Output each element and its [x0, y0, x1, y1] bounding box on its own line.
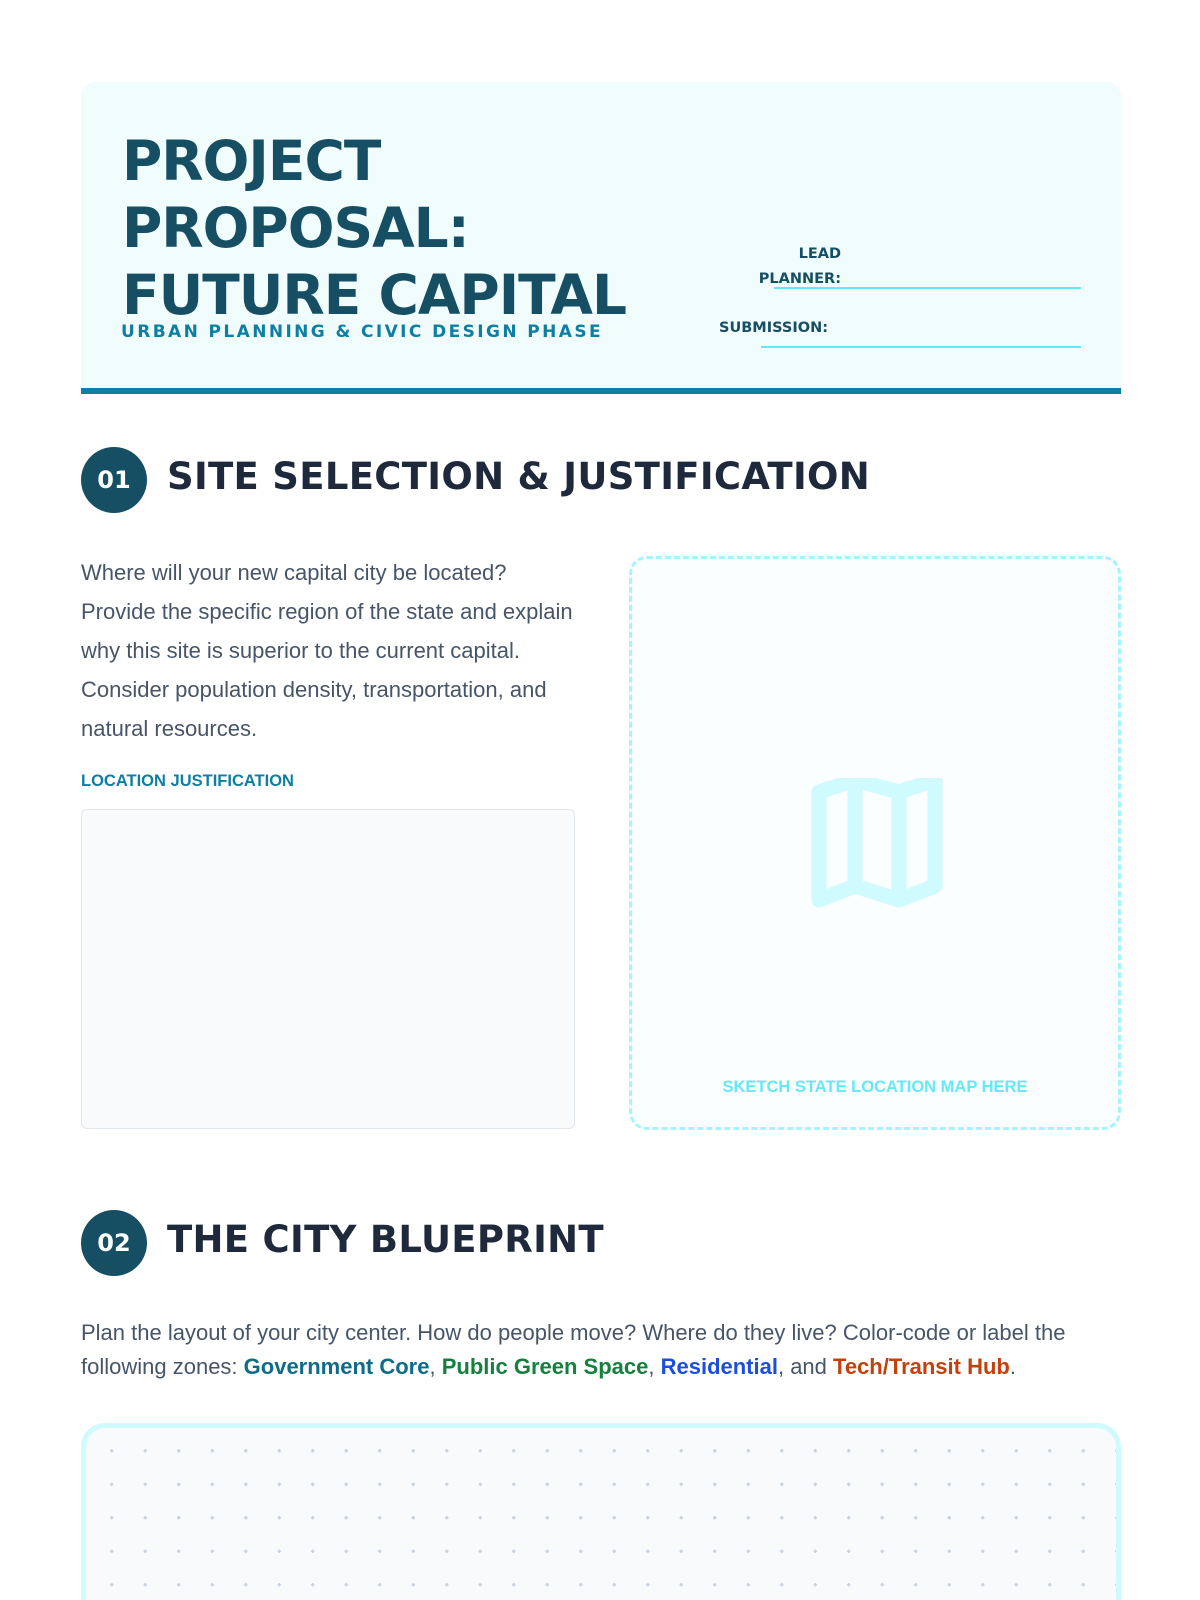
sketch-map-area[interactable]: [629, 556, 1121, 1130]
intro-text: Plan the layout of your city center. How do people move? Where do they live? Color-code or label the following zones:: [81, 1320, 1066, 1379]
zone-tech-transit-hub: Tech/Transit Hub: [833, 1354, 1010, 1379]
separator: , and: [777, 1354, 834, 1379]
section-title: SITE SELECTION & JUSTIFICATION: [167, 455, 871, 498]
blueprint-dot-grid[interactable]: [81, 1423, 1121, 1600]
header-banner: [81, 82, 1121, 394]
location-justification-label: LOCATION JUSTIFICATION: [81, 772, 294, 790]
page-subtitle: URBAN PLANNING & CIVIC DESIGN PHASE: [121, 322, 603, 342]
label-line: LEAD: [798, 246, 841, 262]
zone-public-green-space: Public Green Space: [441, 1354, 649, 1379]
section-number-badge: 01: [81, 447, 147, 513]
zone-government-core: Government Core: [243, 1354, 430, 1379]
separator: ,: [648, 1354, 661, 1379]
location-justification-box[interactable]: [81, 809, 575, 1129]
page-title: [122, 128, 642, 329]
map-icon: [807, 778, 947, 918]
submission-field[interactable]: [761, 346, 1081, 348]
submission-label: SUBMISSION:: [719, 320, 828, 336]
title-line: PROPOSAL:: [122, 196, 469, 260]
lead-planner-label: [641, 242, 841, 292]
title-line: FUTURE CAPITAL: [122, 263, 627, 327]
section-number-badge: 02: [81, 1210, 147, 1276]
label-line: PLANNER:: [758, 271, 841, 287]
period: .: [1009, 1354, 1016, 1379]
section-title: THE CITY BLUEPRINT: [167, 1218, 604, 1261]
section-intro: [81, 1316, 1126, 1384]
separator: ,: [429, 1354, 442, 1379]
zone-residential: Residential: [660, 1354, 778, 1379]
lead-planner-field[interactable]: [774, 287, 1081, 289]
title-line: PROJECT: [122, 129, 381, 193]
map-caption: SKETCH STATE LOCATION MAP HERE: [722, 1078, 1028, 1096]
section-intro: Where will your new capital city be located? Provide the specific region of the state and explain why this site is superior to the current capital. Consider population density, transportation, and natural resources.: [81, 560, 573, 741]
